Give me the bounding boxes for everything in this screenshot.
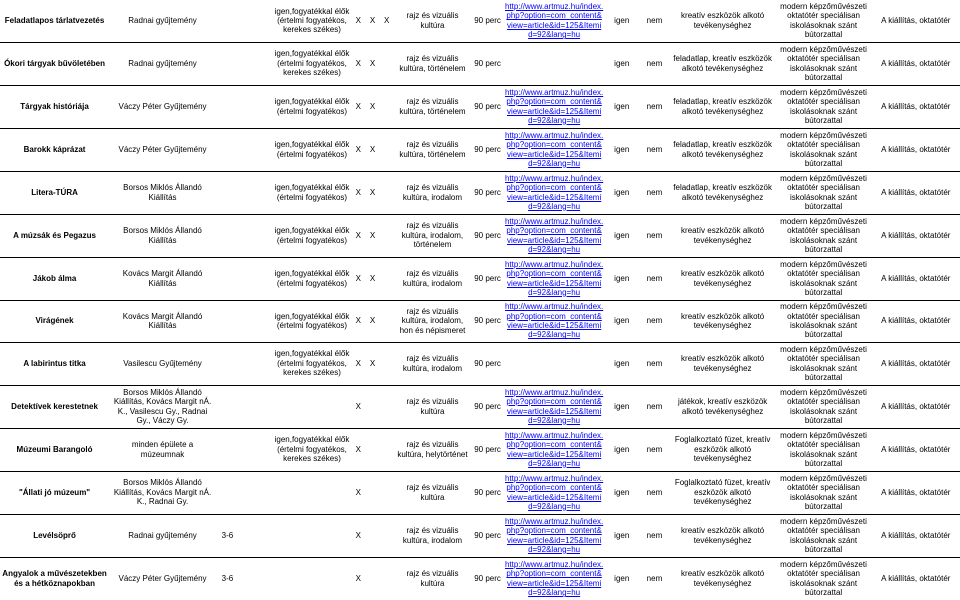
- target-group-cell: [273, 385, 352, 428]
- table-row: [0, 0, 960, 42]
- target-group-cell: igen,fogyatékkal élők (értelmi fogyatékos): [273, 214, 352, 257]
- collection-cell: Borsos Miklós Állandó Kiállítás, Kovács Margit nÁ. K., Radnai Gy.: [109, 471, 216, 514]
- collection-cell: Radnai gyűjtemény: [109, 0, 216, 42]
- collection-cell: Borsos Miklós Állandó Kiállítás: [109, 214, 216, 257]
- program-title: Angyalok a művészetekben és a hétköznapokban: [2, 569, 107, 588]
- yes-cell: igen: [604, 214, 639, 257]
- mark-cell-3: [380, 214, 394, 257]
- program-title: Virágének: [0, 300, 109, 342]
- no-cell: nem: [639, 0, 670, 42]
- facility-cell: modern képzőművészeti oktatótér speciálisan iskolásoknak szánt bútorzattal: [776, 428, 872, 471]
- target-group-cell: igen,fogyatékkal élők (értelmi fogyatékos): [273, 171, 352, 214]
- mark-cell-2: X: [365, 342, 379, 385]
- link-cell: [504, 471, 604, 514]
- age-cell: [216, 300, 239, 342]
- yes-cell: igen: [604, 300, 639, 342]
- location-cell: A kiállítás, oktatótér: [872, 128, 960, 171]
- duration-cell: 90 perc: [471, 300, 504, 342]
- facility-cell: modern képzőművészeti oktatótér speciálisan iskolásoknak szánt bútorzattal: [776, 471, 872, 514]
- no-cell: nem: [639, 257, 670, 300]
- program-title: Feladatlapos tárlatvezetés: [0, 0, 109, 42]
- mark-cell-1: X: [351, 257, 365, 300]
- mark-cell-1: X: [351, 85, 365, 128]
- spacer-cell: [239, 300, 273, 342]
- location-cell: A kiállítás, oktatótér: [872, 428, 960, 471]
- mark-cell-1: X: [355, 574, 361, 584]
- location-cell: A kiállítás, oktatótér: [872, 514, 960, 557]
- spacer-cell: [239, 342, 273, 385]
- mark-cell-1: X: [351, 171, 365, 214]
- link-cell: [504, 128, 604, 171]
- link-cell: [504, 214, 604, 257]
- age-cell: [216, 128, 239, 171]
- program-link[interactable]: http://www.artmuz.hu/index.php?option=com_content&view=article&id=125&Itemid=92&lang=hu: [504, 473, 604, 511]
- no-cell: nem: [639, 385, 670, 428]
- yes-cell: igen: [604, 342, 639, 385]
- spacer-cell: [239, 514, 273, 557]
- table-row: [0, 514, 960, 557]
- age-cell: [216, 342, 239, 385]
- mark-cell-3: [380, 171, 394, 214]
- subject-cell: rajz és vizuális kultúra: [394, 0, 471, 42]
- link-cell: [504, 385, 604, 428]
- subject-cell: rajz és vizuális kultúra: [406, 569, 459, 588]
- facility-cell: modern képzőművészeti oktatótér speciálisan iskolásoknak szánt bútorzattal: [776, 171, 872, 214]
- duration-cell: 90 perc: [471, 257, 504, 300]
- mark-cell-1: X: [351, 428, 365, 471]
- duration-cell: 90 perc: [471, 128, 504, 171]
- program-title: Levélsöprő: [0, 514, 109, 557]
- tools-cell: kreatív eszközök alkotó tevékenységhez: [670, 300, 776, 342]
- mark-cell-2: X: [365, 171, 379, 214]
- spacer-cell: [239, 471, 273, 514]
- table-row: [0, 128, 960, 171]
- mark-cell-1: X: [351, 214, 365, 257]
- program-title: "Állati jó múzeum": [0, 471, 109, 514]
- collection-cell: Kovács Margit Állandó Kiállítás: [109, 257, 216, 300]
- tools-cell: Foglalkoztató füzet, kreatív eszközök alkotó tevékenységhez: [670, 471, 776, 514]
- no-cell: nem: [639, 342, 670, 385]
- mark-cell-3: [380, 85, 394, 128]
- target-group-cell: igen,fogyatékkal élők (értelmi fogyatékos, kerekes székes): [273, 42, 352, 85]
- duration-cell: 90 perc: [471, 42, 504, 85]
- age-cell: [216, 257, 239, 300]
- facility-cell: modern képzőművészeti oktatótér speciálisan iskolásoknak szánt bútorzattal: [776, 385, 872, 428]
- location-cell: A kiállítás, oktatótér: [872, 42, 960, 85]
- program-link[interactable]: http://www.artmuz.hu/index.php?option=com_content&view=article&id=125&Itemid=92&lang=hu: [504, 1, 604, 40]
- mark-cell-2: [365, 385, 379, 428]
- age-cell: 3-6: [216, 514, 239, 557]
- target-group-cell: igen,fogyatékkal élők (értelmi fogyatékos): [273, 85, 352, 128]
- table-row: [0, 342, 960, 385]
- age-cell: 3-6: [221, 574, 234, 584]
- no-cell: nem: [639, 85, 670, 128]
- mark-cell-2: X: [365, 128, 379, 171]
- program-title: Ókori tárgyak bűvöletében: [0, 42, 109, 85]
- yes-cell: igen: [604, 428, 639, 471]
- duration-cell: 90 perc: [471, 385, 504, 428]
- mark-cell-3: [380, 428, 394, 471]
- table-row: [0, 214, 960, 257]
- age-cell: [216, 214, 239, 257]
- facility-cell: modern képzőművészeti oktatótér speciálisan iskolásoknak szánt bútorzattal: [776, 257, 872, 300]
- table-row: [0, 471, 960, 514]
- mark-cell-2: X: [365, 0, 379, 42]
- mark-cell-3: [380, 300, 394, 342]
- age-cell: [216, 428, 239, 471]
- location-cell: A kiállítás, oktatótér: [872, 214, 960, 257]
- yes-cell: igen: [604, 385, 639, 428]
- mark-cell-3: [380, 471, 394, 514]
- collection-cell: Váczy Péter Gyűjtemény: [109, 128, 216, 171]
- program-link[interactable]: http://www.artmuz.hu/index.php?option=com_content&view=article&id=125&Itemid=92&lang=hu: [504, 87, 604, 125]
- facility-cell: modern képzőművészeti oktatótér speciálisan iskolásoknak szánt bútorzattal: [776, 42, 872, 85]
- tools-cell: játékok, kreatív eszközök alkotó tevékenységhez: [670, 385, 776, 428]
- mark-cell-1: X: [351, 471, 365, 514]
- no-cell: nem: [639, 128, 670, 171]
- location-cell: A kiállítás, oktatótér: [872, 385, 960, 428]
- age-cell: [216, 471, 239, 514]
- collection-cell: Borsos Miklós Állandó Kiállítás: [109, 171, 216, 214]
- mark-cell-1: X: [351, 128, 365, 171]
- collection-cell: minden épülete a múzeumnak: [109, 428, 216, 471]
- mark-cell-2: X: [365, 257, 379, 300]
- link-cell: [504, 171, 604, 214]
- location-cell: A kiállítás, oktatótér: [872, 257, 960, 300]
- program-title: Tárgyak históriája: [0, 85, 109, 128]
- link-cell: [504, 0, 604, 42]
- target-group-cell: igen,fogyatékkal élők (értelmi fogyatékos): [273, 128, 352, 171]
- spacer-cell: [239, 385, 273, 428]
- mark-cell-1: X: [351, 0, 365, 42]
- program-link[interactable]: http://www.artmuz.hu/index.php?option=com_content&view=article&id=125&Itemid=92&lang=hu: [504, 216, 604, 254]
- duration-cell: 90 perc: [471, 85, 504, 128]
- tools-cell: feladatlap, kreatív eszközök alkotó tevékenységhez: [670, 171, 776, 214]
- duration-cell: 90 perc: [471, 514, 504, 557]
- tools-cell: kreatív eszközök alkotó tevékenységhez: [670, 0, 776, 42]
- program-link[interactable]: http://www.artmuz.hu/index.php?option=com_content&view=article&id=125&Itemid=92&lang=hu: [504, 173, 604, 211]
- target-group-cell: igen,fogyatékkal élők (értelmi fogyatékos, kerekes székes): [273, 428, 352, 471]
- program-title: Litera-TÚRA: [0, 171, 109, 214]
- tools-cell: feladatlap, kreatív eszközök alkotó tevékenységhez: [670, 128, 776, 171]
- subject-cell: rajz és vizuális kultúra, történelem: [394, 42, 471, 85]
- target-group-cell: [273, 557, 352, 600]
- target-group-cell: igen,fogyatékkal élők (értelmi fogyatékos): [273, 300, 352, 342]
- mark-cell-2: X: [365, 42, 379, 85]
- mark-cell-3: [380, 557, 394, 600]
- table-row: [0, 300, 960, 342]
- facility-cell: modern képzőművészeti oktatótér speciálisan iskolásoknak szánt bútorzattal: [776, 0, 872, 42]
- duration-cell: 90 perc: [474, 574, 501, 584]
- mark-cell-2: X: [365, 85, 379, 128]
- no-cell: nem: [646, 574, 663, 584]
- mark-cell-1: X: [351, 42, 365, 85]
- program-title: A múzsák és Pegazus: [0, 214, 109, 257]
- yes-cell: igen: [604, 514, 639, 557]
- mark-cell-1: X: [351, 514, 365, 557]
- collection-cell: Váczy Péter Gyűjtemény: [109, 85, 216, 128]
- link-cell: [504, 557, 604, 600]
- spacer-cell: [239, 85, 273, 128]
- tools-cell: kreatív eszközök alkotó tevékenységhez: [670, 342, 776, 385]
- mark-cell-2: X: [365, 300, 379, 342]
- mark-cell-3: X: [380, 0, 394, 42]
- mark-cell-1: X: [351, 300, 365, 342]
- duration-cell: 90 perc: [471, 471, 504, 514]
- program-link[interactable]: http://www.artmuz.hu/index.php?option=com_content&view=article&id=125&Itemid=92&lang=hu: [504, 559, 604, 598]
- program-link[interactable]: http://www.artmuz.hu/index.php?option=com_content&view=article&id=125&Itemid=92&lang=hu: [504, 302, 604, 340]
- subject-cell: rajz és vizuális kultúra, irodalom: [394, 514, 471, 557]
- mark-cell-1: X: [351, 342, 365, 385]
- yes-cell: igen: [604, 471, 639, 514]
- yes-cell: igen: [604, 85, 639, 128]
- no-cell: nem: [639, 471, 670, 514]
- facility-cell: modern képzőművészeti oktatótér speciálisan iskolásoknak szánt bútorzattal: [776, 514, 872, 557]
- yes-cell: igen: [614, 574, 630, 584]
- duration-cell: 90 perc: [471, 214, 504, 257]
- yes-cell: igen: [604, 171, 639, 214]
- tools-cell: kreatív eszközök alkotó tevékenységhez: [681, 569, 765, 588]
- subject-cell: rajz és vizuális kultúra, irodalom: [394, 342, 471, 385]
- spacer-cell: [239, 257, 273, 300]
- table-row: [0, 85, 960, 128]
- tools-cell: kreatív eszközök alkotó tevékenységhez: [670, 214, 776, 257]
- no-cell: nem: [639, 171, 670, 214]
- collection-cell: Kovács Margit Állandó Kiállítás: [109, 300, 216, 342]
- age-cell: [216, 385, 239, 428]
- spacer-cell: [239, 428, 273, 471]
- target-group-cell: igen,fogyatékkal élők (értelmi fogyatékos, kerekes székes): [273, 342, 352, 385]
- program-title: Detektívek kerestetnek: [0, 385, 109, 428]
- yes-cell: igen: [604, 257, 639, 300]
- target-group-cell: [273, 471, 352, 514]
- mark-cell-2: [365, 557, 379, 600]
- program-link[interactable]: http://www.artmuz.hu/index.php?option=com_content&view=article&id=125&Itemid=92&lang=hu: [504, 130, 604, 168]
- no-cell: nem: [639, 42, 670, 85]
- facility-cell: modern képzőművészeti oktatótér speciálisan iskolásoknak szánt bútorzattal: [776, 300, 872, 342]
- facility-cell: modern képzőművészeti oktatótér speciálisan iskolásoknak szánt bútorzattal: [780, 559, 867, 598]
- program-title: A labirintus titka: [0, 342, 109, 385]
- mark-cell-1: X: [351, 385, 365, 428]
- yes-cell: igen: [604, 128, 639, 171]
- link-cell: [504, 428, 604, 471]
- table-row: [0, 557, 960, 600]
- subject-cell: rajz és vizuális kultúra, irodalom: [394, 171, 471, 214]
- no-cell: nem: [639, 428, 670, 471]
- collection-cell: Radnai gyűjtemény: [109, 42, 216, 85]
- mark-cell-2: [365, 471, 379, 514]
- mark-cell-2: [365, 514, 379, 557]
- mark-cell-3: [380, 42, 394, 85]
- mark-cell-3: [380, 342, 394, 385]
- duration-cell: 90 perc: [471, 428, 504, 471]
- subject-cell: rajz és vizuális kultúra, irodalom: [394, 257, 471, 300]
- facility-cell: modern képzőművészeti oktatótér speciálisan iskolásoknak szánt bútorzattal: [776, 128, 872, 171]
- spacer-cell: [239, 0, 273, 42]
- link-cell: [504, 342, 604, 385]
- location-cell: A kiállítás, oktatótér: [872, 300, 960, 342]
- table-row: [0, 42, 960, 85]
- table-row: [0, 428, 960, 471]
- location-cell: A kiállítás, oktatótér: [872, 171, 960, 214]
- location-cell: A kiállítás, oktatótér: [881, 574, 951, 584]
- collection-cell: Borsos Miklós Állandó Kiállítás, Kovács Margit nÁ. K., Vasilescu Gy., Radnai Gy., Váczy Gy.: [109, 385, 216, 428]
- no-cell: nem: [639, 214, 670, 257]
- tools-cell: feladatlap, kreatív eszközök alkotó tevékenységhez: [670, 42, 776, 85]
- location-cell: A kiállítás, oktatótér: [872, 0, 960, 42]
- link-cell: [504, 300, 604, 342]
- collection-cell: Váczy Péter Gyűjtemény: [118, 574, 207, 584]
- location-cell: A kiállítás, oktatótér: [872, 471, 960, 514]
- age-cell: [216, 85, 239, 128]
- program-title: Barokk káprázat: [0, 128, 109, 171]
- duration-cell: 90 perc: [471, 0, 504, 42]
- target-group-cell: [273, 514, 352, 557]
- yes-cell: igen: [604, 42, 639, 85]
- facility-cell: modern képzőművészeti oktatótér speciálisan iskolásoknak szánt bútorzattal: [776, 85, 872, 128]
- spacer-cell: [239, 557, 273, 600]
- target-group-cell: igen,fogyatékkal élők (értelmi fogyatékos, kerekes székes): [273, 0, 352, 42]
- subject-cell: rajz és vizuális kultúra: [394, 471, 471, 514]
- facility-cell: modern képzőművészeti oktatótér speciálisan iskolásoknak szánt bútorzattal: [776, 214, 872, 257]
- tools-cell: Foglalkoztató füzet, kreatív eszközök alkotó tevékenységhez: [670, 428, 776, 471]
- age-cell: [216, 171, 239, 214]
- subject-cell: rajz és vizuális kultúra, helytörténet: [394, 428, 471, 471]
- program-title: Jákob álma: [0, 257, 109, 300]
- program-link[interactable]: http://www.artmuz.hu/index.php?option=com_content&view=article&id=125&Itemid=92&lang=hu: [504, 259, 604, 297]
- mark-cell-2: X: [365, 214, 379, 257]
- mark-cell-2: [365, 428, 379, 471]
- link-cell: [504, 85, 604, 128]
- spacer-cell: [239, 128, 273, 171]
- tools-cell: kreatív eszközök alkotó tevékenységhez: [670, 257, 776, 300]
- mark-cell-3: [380, 257, 394, 300]
- link-cell: [504, 514, 604, 557]
- tools-cell: feladatlap, kreatív eszközök alkotó tevékenységhez: [670, 85, 776, 128]
- location-cell: A kiállítás, oktatótér: [872, 85, 960, 128]
- mark-cell-3: [380, 514, 394, 557]
- age-cell: [216, 42, 239, 85]
- duration-cell: 90 perc: [471, 171, 504, 214]
- subject-cell: rajz és vizuális kultúra, történelem: [394, 128, 471, 171]
- duration-cell: 90 perc: [471, 342, 504, 385]
- collection-cell: Vasilescu Gyűjtemény: [109, 342, 216, 385]
- table-row: [0, 257, 960, 300]
- program-link[interactable]: http://www.artmuz.hu/index.php?option=com_content&view=article&id=125&Itemid=92&lang=hu: [504, 430, 604, 468]
- tools-cell: kreatív eszközök alkotó tevékenységhez: [670, 514, 776, 557]
- subject-cell: rajz és vizuális kultúra, történelem: [394, 85, 471, 128]
- subject-cell: rajz és vizuális kultúra: [394, 385, 471, 428]
- spacer-cell: [239, 171, 273, 214]
- program-link[interactable]: http://www.artmuz.hu/index.php?option=com_content&view=article&id=125&Itemid=92&lang=hu: [504, 387, 604, 425]
- location-cell: A kiállítás, oktatótér: [872, 342, 960, 385]
- mark-cell-3: [380, 128, 394, 171]
- yes-cell: igen: [604, 0, 639, 42]
- table-row: [0, 385, 960, 428]
- program-title: Múzeumi Barangoló: [0, 428, 109, 471]
- spacer-cell: [239, 42, 273, 85]
- subject-cell: rajz és vizuális kultúra, irodalom, történelem: [394, 214, 471, 257]
- mark-cell-3: [380, 385, 394, 428]
- collection-cell: Radnai gyűjtemény: [109, 514, 216, 557]
- spacer-cell: [239, 214, 273, 257]
- table-row: [0, 171, 960, 214]
- subject-cell: rajz és vizuális kultúra, irodalom, hon és népismeret: [394, 300, 471, 342]
- program-link[interactable]: http://www.artmuz.hu/index.php?option=com_content&view=article&id=125&Itemid=92&lang=hu: [504, 516, 604, 554]
- no-cell: nem: [639, 300, 670, 342]
- age-cell: [216, 0, 239, 42]
- link-cell: [504, 257, 604, 300]
- no-cell: nem: [639, 514, 670, 557]
- target-group-cell: igen,fogyatékkal élők (értelmi fogyatékos): [273, 257, 352, 300]
- link-cell: [504, 42, 604, 85]
- facility-cell: modern képzőművészeti oktatótér speciálisan iskolásoknak szánt bútorzattal: [776, 342, 872, 385]
